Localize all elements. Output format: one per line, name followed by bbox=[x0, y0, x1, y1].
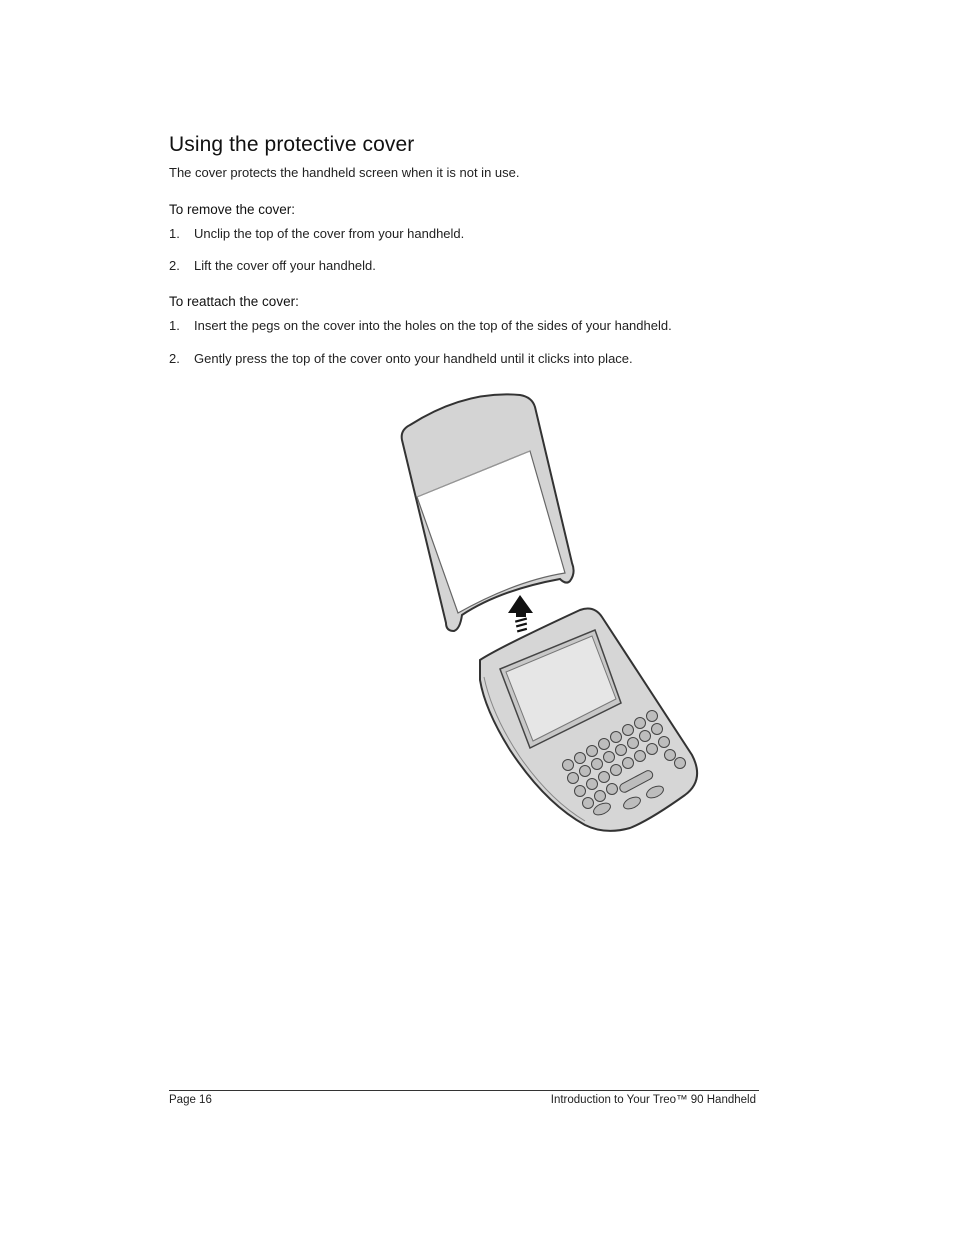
step-text: Unclip the top of the cover from your handheld. bbox=[194, 226, 465, 241]
up-arrow-icon bbox=[508, 595, 533, 632]
step-number: 1. bbox=[169, 318, 180, 333]
page-number: Page 16 bbox=[169, 1094, 212, 1106]
footer-rule bbox=[169, 1090, 759, 1091]
step-text: Insert the pegs on the cover into the holes on the top of the sides of your handheld. bbox=[194, 318, 672, 333]
intro-paragraph: The cover protects the handheld screen when it is not in use. bbox=[169, 165, 520, 180]
protective-cover bbox=[402, 394, 574, 631]
reattach-step-1 bbox=[169, 318, 672, 333]
cover-illustration bbox=[380, 385, 710, 835]
remove-step-1 bbox=[169, 226, 464, 241]
reattach-heading: To reattach the cover: bbox=[169, 294, 299, 309]
book-title: Introduction to Your Treo™ 90 Handheld bbox=[550, 1094, 756, 1106]
step-number: 2. bbox=[169, 351, 180, 366]
step-text: Lift the cover off your handheld. bbox=[194, 258, 376, 273]
remove-step-2 bbox=[169, 258, 376, 273]
reattach-step-2 bbox=[169, 351, 633, 366]
remove-heading: To remove the cover: bbox=[169, 202, 296, 217]
section-title: Using the protective cover bbox=[169, 133, 415, 156]
step-number: 1. bbox=[169, 226, 180, 241]
handheld-device bbox=[480, 609, 697, 831]
step-text: Gently press the top of the cover onto your handheld until it clicks into place. bbox=[194, 351, 633, 366]
step-number: 2. bbox=[169, 258, 180, 273]
